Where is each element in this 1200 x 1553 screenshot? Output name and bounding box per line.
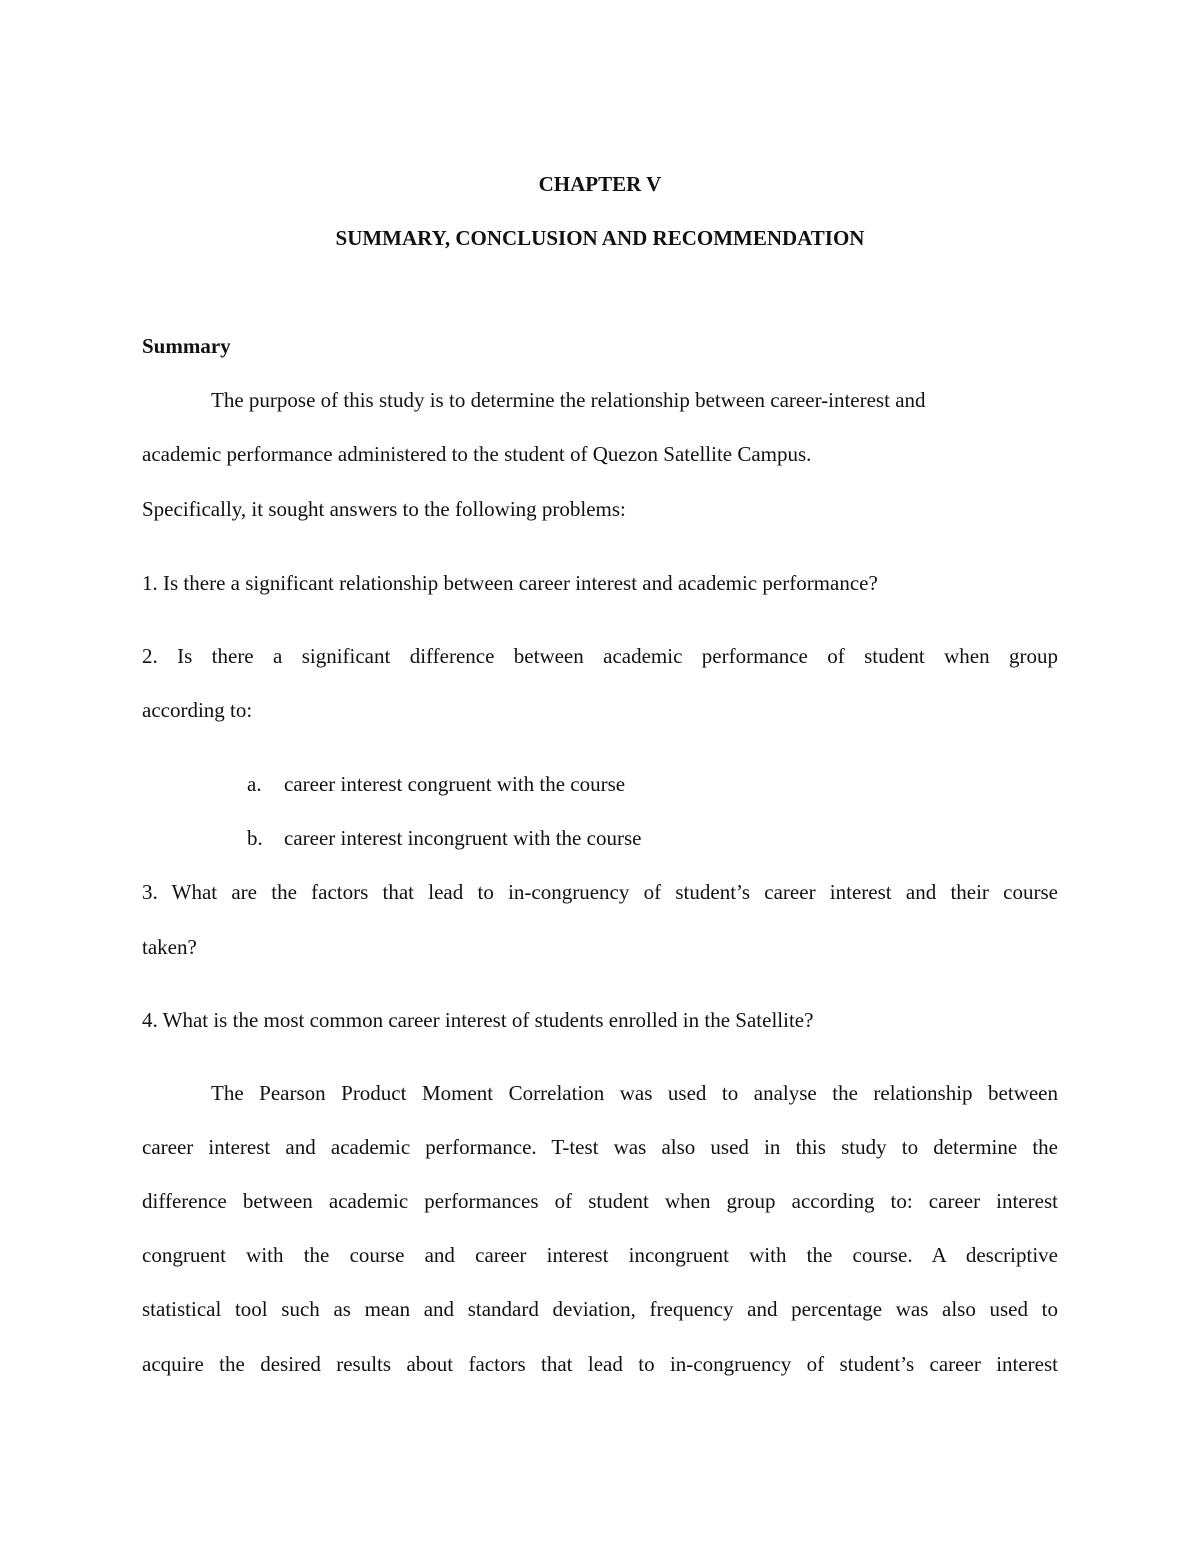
question-4: 4. What is the most common career interest of students enrolled in the Satellite? xyxy=(142,1008,814,1032)
method-paragraph-line-2: career interest and academic performance. T-test was also used in this study to determine the xyxy=(142,1135,1058,1159)
sub-item-a-text: career interest congruent with the course xyxy=(284,772,626,796)
section-heading-summary: Summary xyxy=(142,334,231,358)
method-paragraph-line-5: statistical tool such as mean and standard deviation, frequency and percentage was also used to xyxy=(142,1297,1058,1321)
method-paragraph-line-1: The Pearson Product Moment Correlation was used to analyse the relationship between xyxy=(211,1081,1058,1105)
question-1: 1. Is there a significant relationship between career interest and academic performance? xyxy=(142,571,878,595)
question-2-line-2: according to: xyxy=(142,698,253,722)
method-paragraph-line-4: congruent with the course and career interest incongruent with the course. A descriptive xyxy=(142,1243,1058,1267)
chapter-number: CHAPTER V xyxy=(538,172,662,196)
sub-item-a-marker: a. xyxy=(247,772,262,796)
question-2-line-1: 2. Is there a significant difference between academic performance of student when group xyxy=(142,644,1058,668)
chapter-title: SUMMARY, CONCLUSION AND RECOMMENDATION xyxy=(335,226,865,250)
question-3-line-1: 3. What are the factors that lead to in-congruency of student’s career interest and their course xyxy=(142,880,1058,904)
method-paragraph-line-3: difference between academic performances of student when group according to: career interest xyxy=(142,1189,1058,1213)
question-3-line-2: taken? xyxy=(142,935,197,959)
purpose-paragraph-line-2: academic performance administered to the student of Quezon Satellite Campus. xyxy=(142,442,812,466)
sub-item-b-text: career interest incongruent with the course xyxy=(284,826,642,850)
sub-item-b-marker: b. xyxy=(247,826,263,850)
method-paragraph-line-6: acquire the desired results about factors that lead to in-congruency of student’s career interest xyxy=(142,1352,1058,1376)
purpose-paragraph-line-1: The purpose of this study is to determine the relationship between career-interest and xyxy=(211,388,926,412)
specifically-line: Specifically, it sought answers to the following problems: xyxy=(142,497,626,521)
